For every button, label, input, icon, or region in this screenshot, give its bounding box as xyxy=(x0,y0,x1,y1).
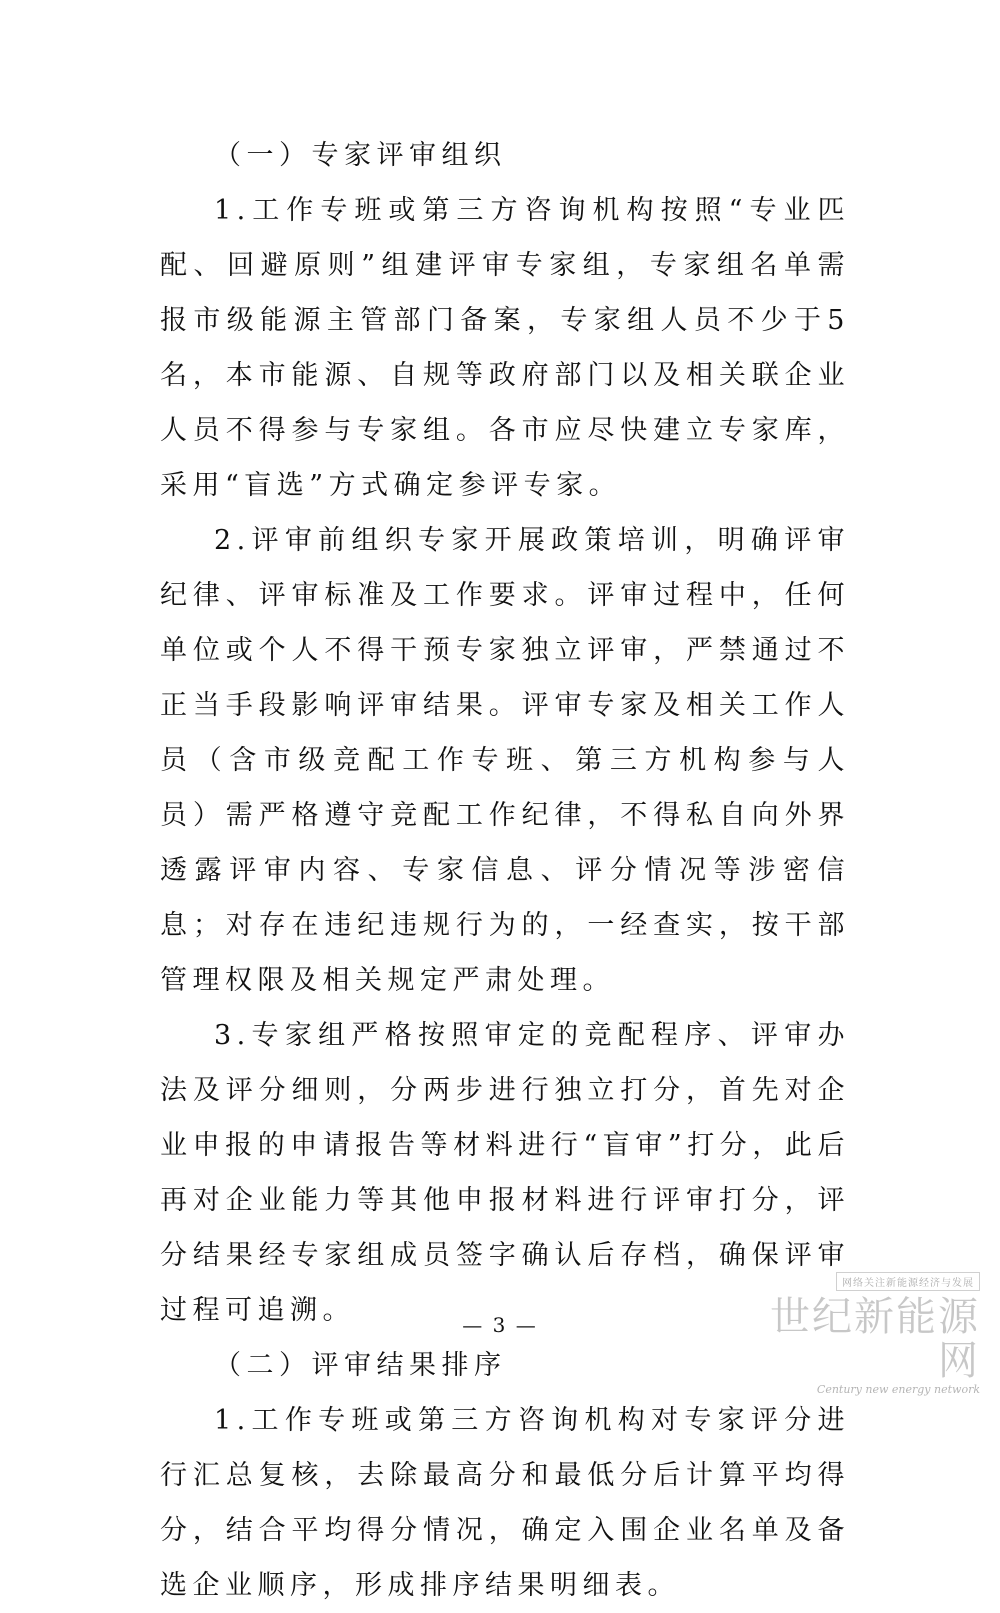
paragraph-expert-panel: 1.工作专班或第三方咨询机构按照“专业匹配、回避原则”组建评审专家组，专家组名单需报市级能源主管部门备案，专家组人员不少于5名，本市能源、自规等政府部门以及相关联企业人员不得参与专家组。各市应尽快建立专家库，采用“盲选”方式确定参评专家。 xyxy=(160,195,850,501)
paragraph-ranking-method: 1.工作专班或第三方咨询机构对专家评分进行汇总复核，去除最高分和最低分后计算平均得分，结合平均得分情况，确定入围企业名单及备选企业顺序，形成排序结果明细表。 xyxy=(160,1405,850,1601)
watermark-name: 世纪新能源网 xyxy=(770,1294,980,1384)
section-heading-expert-review: （一）专家评审组织 xyxy=(214,140,507,171)
section-heading-ranking: （二）评审结果排序 xyxy=(214,1350,507,1381)
page-number: — 3 — xyxy=(462,1313,538,1337)
watermark-logo xyxy=(750,1271,980,1396)
paragraph-review-discipline: 2.评审前组织专家开展政策培训，明确评审纪律、评审标准及工作要求。评审过程中，任何单位或个人不得干预专家独立评审，严禁通过不正当手段影响评审结果。评审专家及相关工作人员（含市级竞配工作专班、第三方机构参与人员）需严格遵守竞配工作纪律，不得私自向外界透露评审内容、专家信息、评分情况等涉密信息；对存在违纪违规行为的，一经查实，按干部管理权限及相关规定严肃处理。 xyxy=(160,525,850,996)
watermark-english: Century new energy network xyxy=(816,1383,980,1396)
document-body xyxy=(160,128,850,1613)
paragraph-scoring-procedure: 3.专家组严格按照审定的竞配程序、评审办法及评分细则，分两步进行独立打分，首先对企业申报的申请报告等材料进行“盲审”打分，此后再对企业能力等其他申报材料进行评审打分，评分结果经专家组成员签字确认后存档，确保评审过程可追溯。 xyxy=(160,1020,850,1326)
watermark-tagline: 网络关注新能源经济与发展 xyxy=(836,1272,980,1291)
